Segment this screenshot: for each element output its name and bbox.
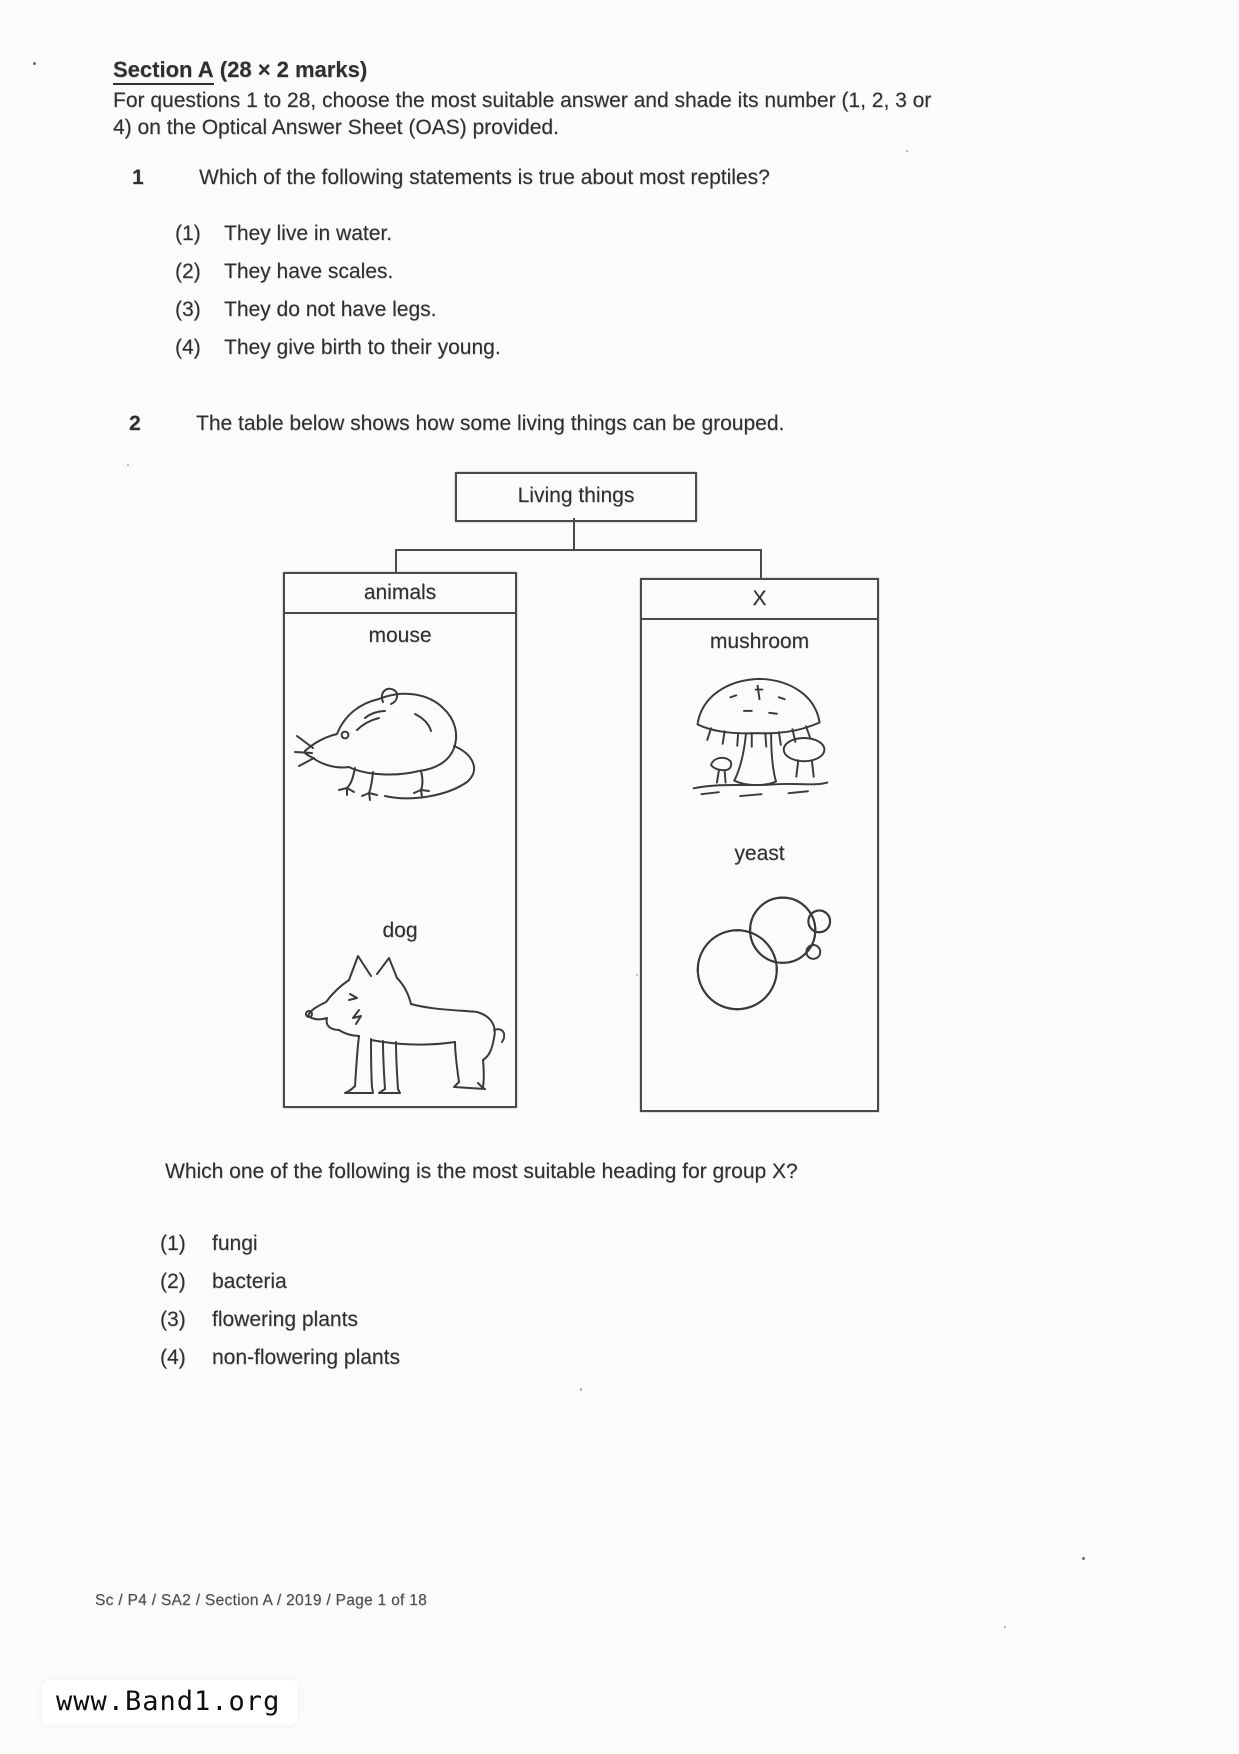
living-things-box bbox=[455, 472, 697, 522]
q2-option-2-text: bacteria bbox=[212, 1270, 287, 1293]
q2-option-2-num: (2) bbox=[160, 1270, 186, 1293]
section-marks: (28 × 2 marks) bbox=[219, 57, 368, 82]
scan-speck bbox=[1004, 1626, 1006, 1628]
q1-number: 1 bbox=[132, 166, 144, 189]
animals-heading: animals bbox=[285, 574, 515, 614]
q1-option-2-num: (2) bbox=[175, 260, 201, 283]
q2-number: 2 bbox=[129, 412, 141, 435]
q2-option-3-num: (3) bbox=[160, 1308, 186, 1331]
q2-option-1-num: (1) bbox=[160, 1232, 186, 1255]
q1-option-2-text: They have scales. bbox=[224, 260, 394, 283]
q2-option-3-text: flowering plants bbox=[212, 1308, 358, 1331]
scan-speck bbox=[636, 974, 638, 976]
connector-left-stub bbox=[395, 549, 397, 573]
mouse-drawing bbox=[293, 656, 505, 818]
scan-speck bbox=[1082, 1557, 1085, 1560]
connector-right-stub bbox=[760, 549, 762, 579]
dog-label: dog bbox=[382, 919, 418, 942]
q1-option-4-text: They give birth to their young. bbox=[224, 336, 501, 359]
scan-speck bbox=[580, 1388, 582, 1391]
animals-column bbox=[283, 572, 517, 1108]
page-footer: Sc / P4 / SA2 / Section A / 2019 / Page 1 of 18 bbox=[95, 1592, 428, 1609]
q2-option-1-text: fungi bbox=[212, 1232, 258, 1255]
mushroom-drawing bbox=[682, 662, 837, 812]
q1-option-3-num: (3) bbox=[175, 298, 201, 321]
mouse-label: mouse bbox=[368, 624, 432, 647]
q2-question: Which one of the following is the most suitable heading for group X? bbox=[165, 1160, 798, 1183]
living-things-label: Living things bbox=[517, 484, 635, 507]
yeast-label: yeast bbox=[734, 842, 785, 865]
connector-vertical bbox=[573, 518, 575, 550]
scan-speck bbox=[33, 62, 36, 65]
q1-option-1-num: (1) bbox=[175, 222, 201, 245]
watermark: www.Band1.org bbox=[42, 1680, 298, 1725]
instructions-line-1: For questions 1 to 28, choose the most suitable answer and shade its number (1, 2, 3 or bbox=[113, 89, 932, 112]
section-header bbox=[113, 57, 367, 83]
scan-speck bbox=[906, 150, 908, 152]
q1-option-3-text: They do not have legs. bbox=[224, 298, 437, 321]
instructions-line-2: 4) on the Optical Answer Sheet (OAS) provided. bbox=[113, 116, 559, 139]
x-heading: X bbox=[642, 580, 877, 620]
dog-drawing bbox=[293, 950, 505, 1100]
q1-options bbox=[175, 222, 501, 360]
q1-text: Which of the following statements is true about most reptiles? bbox=[199, 166, 770, 189]
q2-option-4-num: (4) bbox=[160, 1346, 186, 1369]
mushroom-label: mushroom bbox=[709, 630, 810, 653]
scan-speck bbox=[127, 464, 129, 466]
x-column bbox=[640, 578, 879, 1112]
q2-option-4-text: non-flowering plants bbox=[212, 1346, 400, 1369]
connector-horizontal bbox=[395, 549, 762, 551]
q2-intro: The table below shows how some living things can be grouped. bbox=[196, 412, 785, 435]
q1-option-1-text: They live in water. bbox=[224, 222, 393, 245]
section-title: Section A bbox=[113, 57, 214, 85]
q2-options bbox=[160, 1232, 400, 1370]
yeast-drawing bbox=[680, 874, 838, 1022]
q1-option-4-num: (4) bbox=[175, 336, 201, 359]
